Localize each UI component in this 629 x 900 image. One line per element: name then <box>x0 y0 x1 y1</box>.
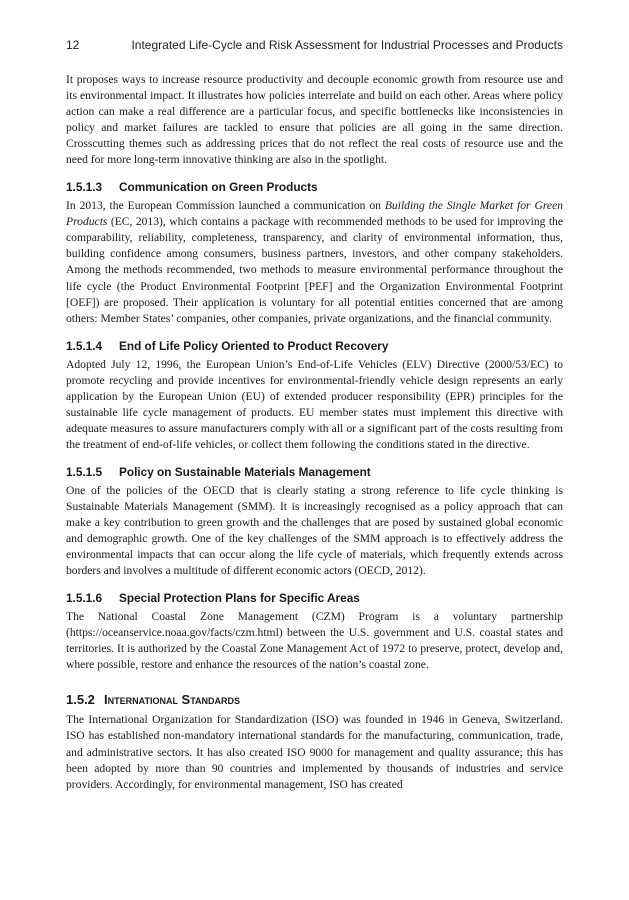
intro-paragraph: It proposes ways to increase resource productivity and decouple economic growth from resource use and its environmental impact. It illustrates how policies interrelate and build on each other. Areas where policy action can make a real difference are a particular focus, and specific bottlenecks like inconsistencies in policy and market failures are tackled to ensure that policies are all going in the same direction. Crosscutting themes such as addressing prices that do not reflect the real costs of resource use and the need for more long-term innovative thinking are also in the spotlight. <box>66 73 563 167</box>
section-title: Communication on Green Products <box>119 180 318 195</box>
section-paragraph-1513: In 2013, the European Commission launched a communication on Building the Single Market for Green Products (EC, 2013), which contains a package with recommended methods to be used for improving the comparability, reliability, completeness, transparency, and clarity of environmental information, thus, building confidence among consumers, business partners, investors, and other company stakeholders. Among the methods recommended, two methods to measure environmental performance throughout the life cycle (the Product Environmental Footprint [PEF] and the Organization Environmental Footprint [OEF]) are proposed. Their application is voluntary for all potential entities concerned that are among others: Member States’ companies, other companies, private organizations, and the financial community. <box>66 199 564 325</box>
section-number: 1.5.1.6 <box>66 591 103 606</box>
section-number: 1.5.1.4 <box>66 338 103 353</box>
section-number: 1.5.1.3 <box>66 180 103 195</box>
section-heading-1515 <box>66 464 563 480</box>
section-title: International Standards <box>104 692 241 708</box>
section-paragraph-152: The International Organization for Standardization (ISO) was founded in 1946 in Geneva, Switzerland. ISO has established non-mandatory international standards for the manufacturing, communication, trade, and administrative sectors. It has also created ISO 9000 for management and quality assurance; this has been adopted by more than 90 countries and implemented by thousands of industries and service providers. Accordingly, for environmental management, ISO has created <box>66 713 563 791</box>
section-number: 1.5.2 <box>66 692 95 708</box>
section-title: Policy on Sustainable Materials Management <box>119 464 371 479</box>
running-title: Integrated Life-Cycle and Risk Assessment for Industrial Processes and Products <box>131 38 563 52</box>
italic-title: Building the Single Market for Green Products <box>66 199 564 229</box>
running-header <box>66 38 563 52</box>
section-heading-1516 <box>66 590 563 606</box>
section-heading-1513 <box>66 179 563 195</box>
page-number: 12 <box>66 38 80 52</box>
section-heading-1514 <box>66 338 563 354</box>
section-number: 1.5.1.5 <box>66 464 103 479</box>
section-heading-152 <box>66 691 563 708</box>
section-paragraph-1516: The National Coastal Zone Management (CZM) Program is a voluntary partnership (https://oceanservice.noaa.gov/facts/czm.html) between the U.S. government and U.S. coastal states and territories. It is authorized by the Coastal Zone Management Act of 1972 to preserve, protect, develop and, where possible, restore and enhance the resources of the nation’s coastal zone. <box>66 610 563 672</box>
page-content <box>66 72 563 793</box>
section-paragraph-1515: One of the policies of the OECD that is clearly stating a strong reference to life cycle thinking is Sustainable Materials Management (SMM). It is increasingly recognised as a policy approach that can make a key contribution to green growth and the challenges that are posed by sustained global economic and demographic growth. One of the key challenges of the SMM approach is to effectively address the environmental impacts that can occur along the life cycle of materials, which frequently extends across borders and involves a multitude of different economic actors (OECD, 2012). <box>66 483 563 578</box>
section-title: Special Protection Plans for Specific Areas <box>119 591 360 606</box>
section-title: End of Life Policy Oriented to Product Recovery <box>119 338 389 353</box>
section-paragraph-1514: Adopted July 12, 1996, the European Union’s End-of-Life Vehicles (ELV) Directive (2000/53/EC) to promote recycling and provide incentives for environmental-friendly vehicle design represents an early application by the European Union (EU) of extended producer responsibility (EPR) principles for the sustainable life cycle management of products. EU member states must implement this directive with adequate measures to assure manufacturers comply with all or a significant part of the costs resulting from the treatment of end-of-life vehicles, or collect them following the conditions stated in the directive. <box>66 357 563 451</box>
